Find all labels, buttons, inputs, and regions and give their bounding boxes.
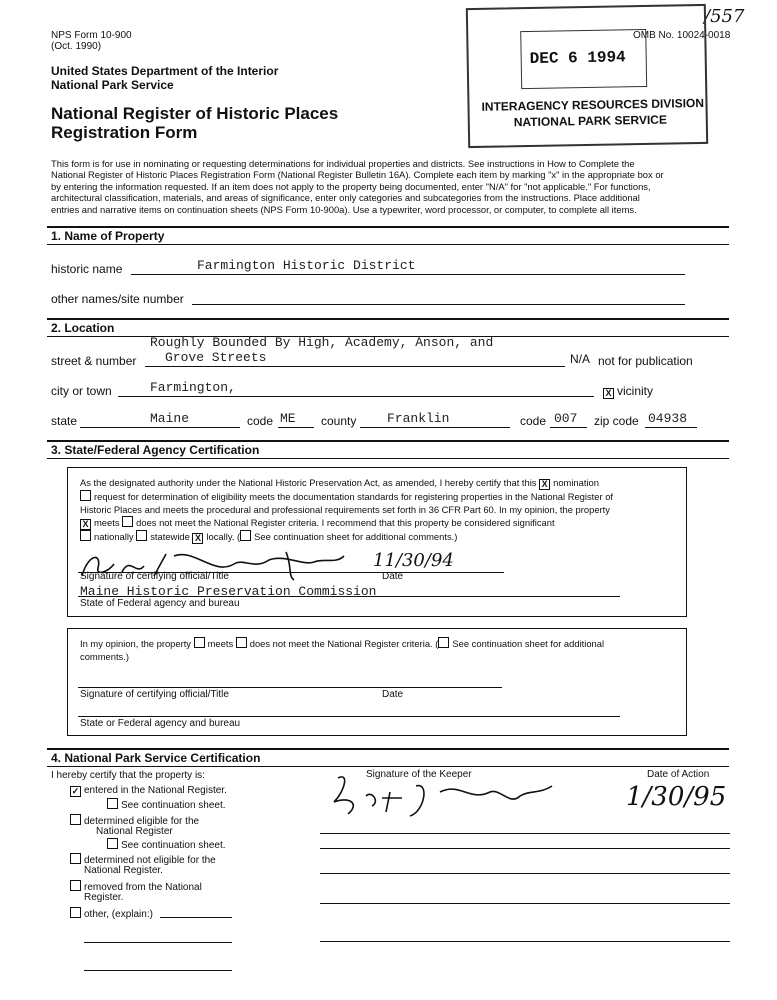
city-value: Farmington,: [150, 380, 236, 395]
instructions-line: architectural classification, materials, and areas of significance, enter only categories and subcategories from the instructions. Place additional: [51, 192, 640, 204]
stamp-date: DEC 6 1994: [529, 48, 626, 68]
removed-label: removed from the National: [84, 882, 202, 893]
cert-text-4: does not meet the National Register criteria. I recommend that this property be considered significant: [136, 517, 555, 528]
historic-name-field[interactable]: [131, 274, 685, 275]
form-subtitle: Registration Form: [51, 123, 198, 142]
instructions-line: National Register of Historic Places Registration Form (National Register Bulletin 16A). Complete each item by marking "x" in the appropriate box or: [51, 169, 664, 181]
keeper-line[interactable]: [320, 941, 730, 942]
street-field[interactable]: [145, 366, 565, 367]
received-stamp: [466, 4, 708, 148]
section3-heading: 3. State/Federal Agency Certification: [51, 443, 260, 457]
county-field[interactable]: [360, 427, 510, 428]
other-names-field[interactable]: [192, 304, 685, 305]
zip-label: zip code: [594, 414, 639, 428]
historic-name-value: Farmington Historic District: [197, 258, 416, 273]
removed-label-2: Register.: [84, 892, 124, 903]
county-value: Franklin: [387, 411, 450, 426]
opinion-see-label: See continuation sheet for additional: [452, 638, 605, 649]
opinion-text-1: In my opinion, the property: [80, 638, 191, 649]
other-explain-field-2[interactable]: [84, 942, 232, 943]
does-not-meet-checkbox[interactable]: [122, 516, 133, 527]
see-continuation-1-label: See continuation sheet.: [121, 800, 226, 811]
other-explain-field-1[interactable]: [160, 917, 232, 918]
other-explain-field-3[interactable]: [84, 970, 232, 971]
request-checkbox[interactable]: [80, 490, 91, 501]
statewide-checkbox[interactable]: [136, 530, 147, 541]
keeper-line[interactable]: [320, 848, 730, 849]
agency-name: National Park Service: [51, 78, 174, 92]
determined-eligible-label: determined eligible for the: [84, 816, 200, 827]
form-date: (Oct. 1990): [51, 41, 102, 52]
street-label: street & number: [51, 354, 137, 368]
cert-text-3: Historic Places and meets the procedural and professional requirements set forth in 36 CFR Part 60. In my opinion, the property: [80, 504, 610, 515]
entered-checkbox[interactable]: ✓: [71, 786, 80, 796]
agency-value: Maine Historic Preservation Commission: [80, 584, 377, 599]
state-value: Maine: [150, 411, 190, 426]
section4-heading: 4. National Park Service Certification: [51, 751, 261, 765]
meets-label: meets: [94, 517, 120, 528]
zip-field[interactable]: [645, 427, 697, 428]
instructions-line: entries and narrative items on continuation sheets (NPS Form 10-900a). Use a typewriter, word processor, or computer, to complete all items.: [51, 203, 637, 215]
opinion-signature-field[interactable]: [78, 687, 502, 688]
certification-text: [80, 476, 680, 544]
opinion-meets-checkbox[interactable]: [194, 637, 205, 648]
instructions-line: This form is for use in nominating or requesting determinations for individual properties and districts. See instructions in How to Complete the: [51, 158, 635, 169]
keeper-signature-label: Signature of the Keeper: [366, 769, 472, 780]
nomination-label: nomination: [553, 477, 599, 488]
form-number: NPS Form 10-900: [51, 30, 132, 41]
agency-field[interactable]: [78, 596, 620, 597]
handwritten-corner-number: /557: [704, 6, 745, 27]
vicinity-checkbox[interactable]: [603, 384, 653, 399]
state-code-label: code: [247, 414, 274, 428]
section-divider: [47, 766, 729, 767]
opinion-text-2: comments.): [80, 651, 129, 662]
date-of-action-value: 1/30/95: [626, 782, 727, 812]
state-code-value: ME: [280, 411, 296, 426]
state-certification-box: [67, 467, 687, 617]
state-code-field[interactable]: [278, 427, 314, 428]
stamp-division: INTERAGENCY RESOURCES DIVISION: [481, 95, 705, 114]
vicinity-label: vicinity: [617, 384, 654, 398]
see-continuation-1-checkbox[interactable]: [107, 798, 118, 809]
certification-date-label: Date: [382, 571, 404, 582]
stamp-service: NATIONAL PARK SERVICE: [513, 112, 668, 130]
nationally-checkbox[interactable]: [80, 530, 91, 541]
see-continuation-2[interactable]: [107, 838, 226, 852]
other-option[interactable]: [70, 907, 153, 921]
opinion-agency-field[interactable]: [78, 716, 620, 717]
county-code-field[interactable]: [550, 427, 587, 428]
opinion-signature-label: Signature of certifying official/Title: [80, 689, 229, 700]
locally-checkbox[interactable]: X: [192, 533, 203, 544]
county-code-label: code: [520, 414, 547, 428]
instructions-line: by entering the information requested. If an item does not apply to the property being documented, enter "N/A" for "not applicable." For functions,: [51, 180, 651, 192]
cert-text-2: request for determination of eligibility meets the documentation standards for registering properties in the National Register of: [94, 491, 614, 502]
historic-name-label: historic name: [51, 262, 123, 276]
na-label: N/A: [570, 352, 591, 366]
keeper-line[interactable]: [320, 903, 730, 904]
stamp-date-box: [520, 29, 647, 89]
opinion-see-checkbox[interactable]: [438, 637, 449, 648]
certification-date-value: 11/30/94: [373, 550, 454, 571]
cert-text-1: As the designated authority under the National Historic Preservation Act, as amended, I hereby certify that this: [80, 477, 537, 488]
state-field[interactable]: [80, 427, 240, 428]
not-eligible-label: determined not eligible for the: [84, 855, 216, 866]
street-value-line2: Grove Streets: [165, 350, 267, 365]
section-divider: [47, 244, 729, 245]
city-label: city or town: [51, 384, 112, 398]
see-continuation-1[interactable]: [107, 798, 226, 812]
zip-value: 04938: [648, 411, 688, 426]
removed-checkbox[interactable]: [70, 880, 81, 891]
section-divider: [47, 226, 729, 228]
nomination-checkbox[interactable]: X: [539, 479, 550, 490]
omb-number: OMB No. 10024-0018: [633, 30, 731, 41]
opinion-date-label: Date: [382, 689, 404, 700]
department: United States Department of the Interior: [51, 64, 279, 78]
see-continuation-2-checkbox[interactable]: [107, 838, 118, 849]
section-divider: [47, 318, 729, 320]
opinion-box: [67, 628, 687, 736]
section-divider: [47, 440, 729, 442]
keeper-line[interactable]: [320, 833, 730, 834]
agency-label: State of Federal agency and bureau: [80, 598, 240, 609]
section2-heading: 2. Location: [51, 321, 115, 335]
county-code-value: 007: [554, 411, 578, 426]
section-divider: [47, 458, 729, 459]
see-continuation-2-label: See continuation sheet.: [121, 840, 226, 851]
not-eligible-checkbox[interactable]: [70, 853, 81, 864]
street-value-line1: Roughly Bounded By High, Academy, Anson, and: [150, 335, 494, 350]
section1-heading: 1. Name of Property: [51, 229, 165, 243]
entered-label: entered in the National Register.: [84, 785, 227, 796]
section-divider: [47, 748, 729, 750]
see-continuation-checkbox[interactable]: [240, 530, 251, 541]
official-signature-label: Signature of certifying official/Title: [80, 571, 229, 582]
determined-eligible-checkbox[interactable]: [70, 814, 81, 825]
other-names-label: other names/site number: [51, 292, 184, 306]
date-of-action-label: Date of Action: [647, 769, 710, 780]
opinion-not-meet-checkbox[interactable]: [236, 637, 247, 648]
form-title: National Register of Historic Places: [51, 104, 339, 123]
state-label: state: [51, 414, 78, 428]
locally-label: locally. (: [206, 531, 241, 542]
other-checkbox[interactable]: [70, 907, 81, 918]
opinion-text: [80, 637, 604, 663]
entered-option[interactable]: [70, 785, 227, 797]
vicinity-check-mark: X: [603, 388, 614, 399]
keeper-line[interactable]: [320, 873, 730, 874]
see-continuation-label: See continuation sheet for additional comments.): [254, 531, 458, 542]
opinion-agency-label: State or Federal agency and bureau: [80, 718, 241, 729]
other-label: other, (explain:): [84, 909, 153, 920]
not-eligible-label-2: National Register.: [84, 865, 163, 876]
city-field[interactable]: [118, 396, 594, 397]
meets-checkbox[interactable]: X: [80, 519, 91, 530]
determined-eligible-label-2: National Register: [96, 826, 173, 837]
statewide-label: statewide: [150, 531, 190, 542]
opinion-meets-label: meets: [207, 638, 234, 649]
instructions: [51, 158, 741, 215]
keeper-signature: [320, 772, 570, 832]
nps-certify-text: I hereby certify that the property is:: [51, 770, 205, 781]
county-label: county: [321, 414, 357, 428]
nationally-label: nationally: [94, 531, 134, 542]
not-for-publication-label: not for publication: [598, 354, 693, 368]
opinion-not-meet-label: does not meet the National Register criteria. (: [249, 638, 439, 649]
